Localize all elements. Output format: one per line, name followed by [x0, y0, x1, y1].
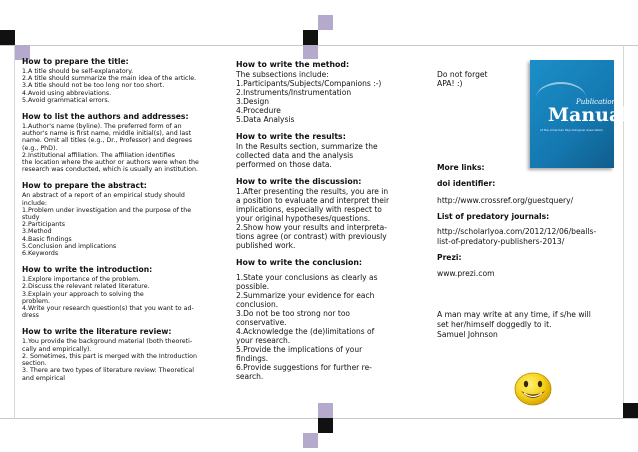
fold-square-lavender-2	[303, 45, 318, 59]
text-line: section.	[22, 360, 47, 368]
left-border-line	[14, 45, 15, 419]
text-line: 1.Explore importance of the problem.	[22, 276, 141, 284]
text-line: 1.Problem under investigation and the purpose of the	[22, 206, 192, 214]
right-square-black	[623, 403, 638, 418]
text-line: cally and empirically).	[22, 345, 92, 353]
section-title: How to list the authors and addresses:	[22, 112, 189, 122]
text-line: problem.	[22, 297, 51, 305]
text-line: 2.Summarize your evidence for each	[236, 291, 375, 300]
section-body	[22, 68, 216, 104]
section-body	[22, 192, 216, 257]
text-line: findings.	[236, 354, 269, 363]
text-line: a position to evaluate and interpret their	[236, 196, 390, 205]
text-line: 3.Design	[236, 97, 270, 106]
text-line: 4.Procedure	[236, 106, 281, 115]
quote-author: Samuel Johnson	[437, 330, 498, 339]
text-line: 4.Acknowledge the (de)limitations of	[236, 327, 375, 336]
cover-publication-text: Publication	[576, 98, 617, 106]
text-line: An abstract of a report of an empirical study should	[22, 192, 185, 200]
section-title: How to write the discussion:	[236, 177, 362, 186]
text-line: tions agree (or contrast) with previously	[236, 232, 387, 241]
section-body	[236, 142, 426, 169]
section-body	[22, 123, 216, 173]
predatory-journals-link-line1[interactable]: http://scholarlyoa.com/2012/12/06/bealls-	[437, 227, 597, 237]
text-line: performed on those data.	[236, 160, 332, 169]
section-title: How to write the results:	[236, 132, 346, 141]
text-line: 2.Discuss the relevant related literature.	[22, 283, 150, 291]
corner-square-black	[0, 30, 15, 45]
text-line: 2.Participants	[22, 221, 65, 229]
text-line: 2.Show how your results and interpreta-	[236, 223, 387, 232]
more-links-heading: More links:	[437, 162, 485, 172]
text-line: possible.	[236, 282, 270, 291]
text-line: author's name is first name, middle initial(s), and last	[22, 130, 192, 138]
fold-square-black	[303, 30, 318, 45]
section-body	[236, 70, 426, 124]
section-body	[22, 338, 216, 381]
bottom-square-lavender	[318, 403, 333, 418]
text-line: search.	[236, 372, 264, 381]
fold-square-lavender	[318, 15, 333, 30]
section-title: How to prepare the abstract:	[22, 181, 147, 191]
text-line: 3.A title should not be too long nor too short.	[22, 82, 165, 90]
text-line: 4.Write your research question(s) that you want to ad-	[22, 305, 194, 313]
column-left	[22, 57, 216, 390]
text-line: The subsections include:	[236, 70, 329, 79]
bottom-square-lavender-2	[303, 433, 318, 448]
prezi-link[interactable]: www.prezi.com	[437, 268, 495, 278]
apa-reminder-line1: Do not forget	[437, 70, 488, 79]
text-line: 1.After presenting the results, you are in	[236, 187, 389, 196]
apa-manual-cover-image	[530, 60, 629, 168]
text-line: 6.Keywords	[22, 250, 59, 258]
text-line: 5.Conclusion and implications	[22, 242, 117, 250]
text-line: 2. Sometimes, this part is merged with the Introduction	[22, 352, 197, 360]
predatory-journals-label: List of predatory journals:	[437, 212, 550, 222]
text-line: 3.Do not be too strong nor too	[236, 309, 351, 318]
text-line: include:	[22, 199, 47, 207]
text-line: 1.You provide the background material (both theoreti-	[22, 338, 193, 346]
text-line: 3. There are two types of literature review: Theoretical	[22, 367, 194, 375]
cover-manual-text: Manual	[548, 104, 629, 126]
section-body	[236, 187, 426, 250]
text-line: 4.Basic findings	[22, 235, 72, 243]
quote-block	[437, 310, 622, 340]
prezi-label: Prezi:	[437, 253, 462, 263]
column-middle	[236, 60, 426, 389]
apa-reminder-line2: APA! :)	[437, 79, 463, 89]
text-line: 6.Provide suggestions for further re-	[236, 363, 372, 372]
text-line: 1.Author's name (byline). The preferred form of an	[22, 123, 182, 131]
text-line: 3.Explain your approach to solving the	[22, 290, 144, 298]
smiley-face-icon	[513, 371, 553, 407]
section-title: How to write the introduction:	[22, 265, 153, 275]
text-line: name. Omit all titles (e.g., Dr., Professor) and degrees	[22, 137, 193, 145]
text-line: and empirical	[22, 374, 66, 382]
doi-link[interactable]: http://www.crossref.org/guestquery/	[437, 195, 574, 205]
text-line: implications, especially with respect to	[236, 205, 382, 214]
section-title: How to prepare the title:	[22, 57, 129, 66]
quote-line2: set her/himself doggedly to it.	[437, 320, 552, 329]
text-line: 5.Provide the implications of your	[236, 345, 363, 354]
text-line: collected data and the analysis	[236, 151, 354, 160]
text-line: 1.Participants/Subjects/Companions :-)	[236, 79, 382, 88]
section-title: How to write the literature review:	[22, 327, 172, 337]
text-line: research was conducted, which is usually an institution.	[22, 166, 198, 174]
doi-label: doi identifier:	[437, 179, 496, 189]
text-line: conservative.	[236, 318, 287, 327]
predatory-journals-link-line2[interactable]: list-of-predatory-publishers-2013/	[437, 236, 565, 246]
text-line: 4.Avoid using abbreviations.	[22, 89, 112, 97]
text-line: your research.	[236, 336, 291, 345]
text-line: study	[22, 214, 40, 222]
section-title: How to write the method:	[236, 60, 350, 69]
text-line: the location where the author or authors were when the	[22, 159, 199, 167]
text-line: dress	[22, 312, 39, 320]
text-line: (e.g., PhD).	[22, 144, 58, 152]
section-title: How to write the conclusion:	[236, 258, 363, 267]
top-border-line	[0, 45, 638, 46]
text-line: 5.Avoid grammatical errors.	[22, 96, 110, 104]
text-line: 2.Institutional affiliation. The affiliation identifies	[22, 151, 175, 159]
text-line: 1.State your conclusions as clearly as	[236, 273, 378, 282]
cover-subtitle-text: of the American Psychological Association	[540, 128, 604, 132]
text-line: 2.Instruments/Instrumentation	[236, 88, 352, 97]
section-body	[22, 276, 216, 319]
text-line: 5.Data Analysis	[236, 115, 295, 124]
text-line: 1.A title should be self-explanatory.	[22, 68, 134, 75]
text-line: 2.A title should summarize the main idea of the article.	[22, 75, 197, 83]
section-body	[236, 273, 426, 381]
quote-line1: A man may write at any time, if s/he will	[437, 310, 591, 319]
text-line: published work.	[236, 241, 296, 250]
bottom-square-black	[318, 418, 333, 433]
text-line: In the Results section, summarize the	[236, 142, 378, 151]
text-line: conclusion.	[236, 300, 279, 309]
text-line: your original hypotheses/questions.	[236, 214, 371, 223]
text-line: 3.Method	[22, 228, 52, 236]
